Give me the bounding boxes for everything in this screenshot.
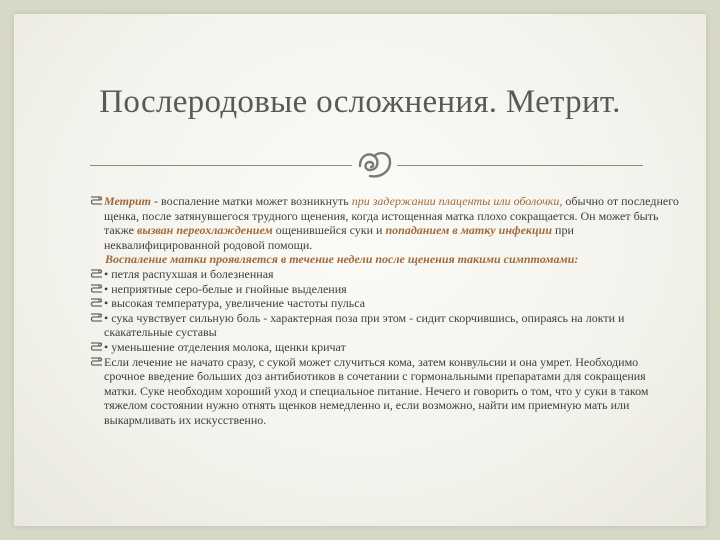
text-segment: - воспаление матки может возникнуть — [151, 194, 352, 208]
scroll-ornament-icon — [354, 148, 394, 182]
list-item — [90, 340, 680, 355]
text-segment: ощенившейся суки и — [272, 223, 386, 238]
scroll-icon — [90, 341, 104, 352]
slide — [14, 14, 706, 526]
scroll-icon — [90, 283, 104, 294]
slide-title: Послеродовые осложнения. Метрит. — [99, 84, 621, 120]
subheading-symptoms — [90, 252, 680, 267]
slide-content — [90, 194, 680, 428]
list-item-text: • петля распухшая и болезненная — [104, 266, 274, 281]
list-item-text: • сука чувствует сильную боль - характерная поза при этом - сидит скорчившись, опираясь на локти и скакательные суставы — [104, 310, 625, 340]
list-item-text: • уменьшение отделения молока, щенки кричат — [104, 339, 346, 354]
list-item — [90, 267, 680, 282]
emphasis-placenta: при задержании плаценты или оболочки, — [351, 194, 563, 208]
list-item — [90, 282, 680, 297]
title-divider-right — [397, 165, 643, 166]
term-metritis: Метрит — [104, 194, 152, 208]
scroll-icon — [90, 356, 104, 367]
scroll-icon — [90, 312, 104, 323]
list-item — [90, 296, 680, 311]
list-item-text: • высокая температура, увеличение частоты пульса — [104, 296, 366, 311]
paragraph-treatment — [90, 355, 680, 428]
title-divider-left — [90, 165, 352, 166]
treatment-text: Если лечение не начато сразу, с сукой может случиться кома, затем конвульсии и она умрет. Необходимо срочное введение больших доз антибиотиков в сочетании с гормональными препаратами для сокращения матки. Суке необходим хороший уход и специальное питание. Нечего и говорить о том, что у суки в таком тяжелом состоянии нужно отнять щенков немедленно и, если возможно, найти им приемную мать или выкармливать их искусственно. — [104, 354, 649, 427]
emphasis-infection: попаданием в матку инфекции — [385, 223, 553, 238]
emphasis-hypothermia: вызван переохлаждением — [137, 223, 273, 238]
text-segment: обычно от последнего щенка, после затянувшегося трудного щенения, когда истощенная матка плохо сокращается. Он может быть также — [104, 194, 679, 238]
symptoms-heading: Воспаление матки проявляется в течение недели после щенения такими симптомами: — [105, 252, 579, 267]
list-item-text: • неприятные серо-белые и гнойные выделения — [104, 281, 347, 296]
paragraph-metritis — [90, 194, 680, 252]
scroll-icon — [90, 268, 104, 279]
text-segment: при неквалифицированной родовой помощи. — [104, 223, 574, 252]
list-item — [90, 311, 680, 340]
scroll-icon — [90, 297, 104, 308]
scroll-icon — [90, 195, 104, 206]
